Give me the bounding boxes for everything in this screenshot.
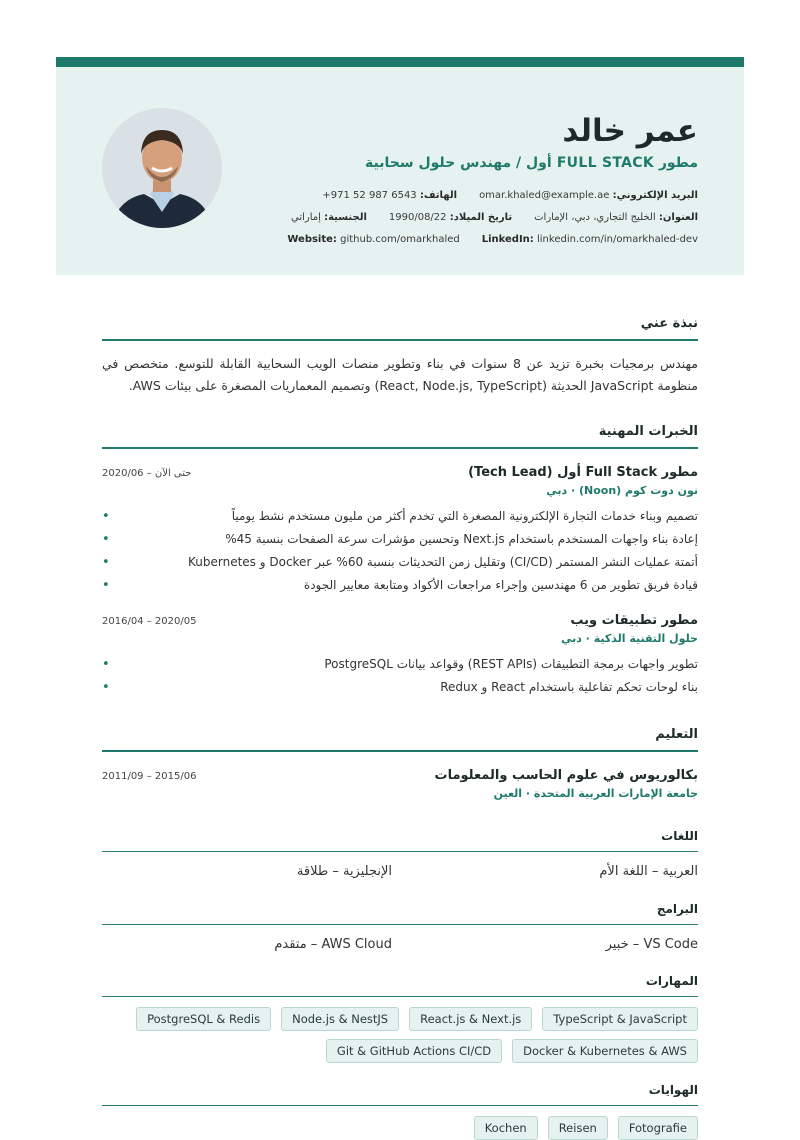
degree-title: بكالوريوس في علوم الحاسب والمعلومات	[434, 768, 698, 783]
education-organization: جامعة الإمارات العربية المتحدة · العين	[493, 787, 698, 800]
skill-chip: React.js & Next.js	[409, 1007, 532, 1031]
contact-website[interactable]: Website: github.com/omarkhaled	[287, 234, 460, 245]
job-organization: نون دوت كوم (Noon) · دبي	[546, 484, 698, 497]
contact-details	[178, 185, 698, 251]
job-date: 2016/04 – 2020/05	[102, 616, 197, 627]
education-title: التعليم	[655, 727, 698, 742]
job-bullet: تطوير واجهات برمجة التطبيقات (REST APIs) وقواعد بيانات PostgreSQL •	[102, 653, 698, 676]
contact-linkedin[interactable]: LinkedIn: linkedin.com/in/omarkhaled-dev	[481, 234, 698, 245]
section-divider	[102, 924, 698, 925]
job-bullets	[102, 653, 698, 699]
job-bullet: أتمتة عمليات النشر المستمر (CI/CD) وتقليل زمن التحديثات بنسبة 60% عبر Docker و Kubernetes •	[102, 551, 698, 574]
contact-email: البريد الإلكتروني: omar.khaled@example.ae	[479, 190, 698, 201]
skill-chip: Docker & Kubernetes & AWS	[512, 1039, 698, 1063]
hobbies-section	[102, 1083, 698, 1140]
contact-address: العنوان: الخليج التجاري، دبي، الإمارات	[534, 212, 698, 223]
experience-section	[102, 424, 698, 699]
section-divider	[102, 851, 698, 852]
about-title: نبذة عني	[640, 316, 698, 331]
job-bullets	[102, 505, 698, 597]
section-divider	[102, 447, 698, 449]
hobby-chip: Fotografie	[618, 1116, 698, 1140]
software-section	[102, 902, 698, 952]
hobby-chip: Kochen	[474, 1116, 538, 1140]
skill-chip: Git & GitHub Actions CI/CD	[326, 1039, 502, 1063]
full-name: عمر خالد	[562, 113, 698, 149]
education-section	[102, 727, 698, 800]
job-bullet: إعادة بناء واجهات المستخدم باستخدام Next.js وتحسين مؤشرات سرعة الصفحات بنسبة 45% •	[102, 528, 698, 551]
hobbies-title: الهوايات	[648, 1083, 698, 1097]
software-title: البرامج	[656, 902, 698, 916]
resume-page	[56, 57, 744, 275]
language-item: العربية – اللغة الأم	[599, 864, 698, 879]
section-divider	[102, 1105, 698, 1106]
about-section	[102, 316, 698, 397]
job-title: مطور Full Stack أول (Tech Lead)	[468, 465, 698, 480]
job-subtitle: مطور FULL STACK أول / مهندس حلول سحابية	[365, 155, 698, 171]
job-title: مطور تطبيقات ويب	[570, 613, 698, 628]
skill-chip: Node.js & NestJS	[281, 1007, 399, 1031]
skills-section	[102, 974, 698, 1063]
software-item: AWS Cloud – متقدم	[274, 937, 392, 952]
hobbies-chips	[102, 1116, 698, 1140]
job-organization: حلول التقنية الذكية · دبي	[560, 632, 698, 645]
header-accent-bar	[56, 57, 744, 67]
experience-title: الخبرات المهنية	[598, 424, 698, 439]
job-bullet: قيادة فريق تطوير من 6 مهندسين وإجراء مراجعات الأكواد ومتابعة معايير الجودة •	[102, 574, 698, 597]
job-bullet: تصميم وبناء خدمات التجارة الإلكترونية المصغرة التي تخدم أكثر من مليون مستخدم نشط يومياً •	[102, 505, 698, 528]
about-text: مهندس برمجيات بخبرة تزيد عن 8 سنوات في بناء وتطوير منصات الويب السحابية القابلة للتوسع. متخصص في منظومة JavaScript الحديثة (React, Node.js, TypeScript) وتصميم المعماريات المصغرة على بيئات AWS.	[102, 356, 699, 393]
skill-chip: TypeScript & JavaScript	[542, 1007, 698, 1031]
skill-chip: PostgreSQL & Redis	[136, 1007, 271, 1031]
language-item: الإنجليزية – طلاقة	[296, 864, 392, 879]
job-bullet: بناء لوحات تحكم تفاعلية باستخدام React و Redux •	[102, 676, 698, 699]
languages-section	[102, 829, 698, 879]
software-item: VS Code – خبير	[605, 937, 698, 952]
section-divider	[102, 339, 698, 341]
header-info	[178, 111, 698, 251]
job-entry	[102, 613, 698, 699]
job-entry	[102, 465, 698, 597]
languages-title: اللغات	[661, 829, 698, 843]
skills-title: المهارات	[645, 974, 698, 988]
hobby-chip: Reisen	[548, 1116, 608, 1140]
job-date: 2020/06 – حتى الآن	[102, 468, 192, 479]
contact-phone: الهاتف: +971 52 987 6543	[322, 190, 458, 201]
resume-header	[56, 67, 744, 275]
contact-dob: تاريخ الميلاد: 1990/08/22	[388, 212, 513, 223]
skills-chips	[102, 1007, 698, 1063]
contact-nationality: الجنسية: إماراتي	[290, 212, 367, 223]
education-date: 2011/09 – 2015/06	[102, 771, 197, 782]
section-divider	[102, 996, 698, 997]
section-divider	[102, 750, 698, 752]
